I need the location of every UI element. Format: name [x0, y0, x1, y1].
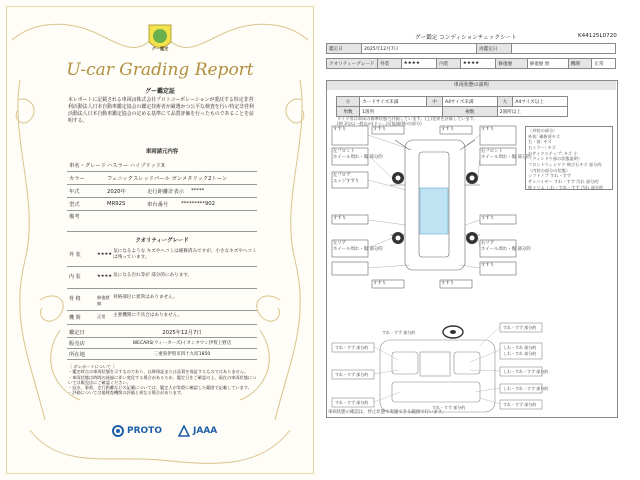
legend-note: タイヤ等は車両の標準状態で評価しています。(上)差異を評価しています。 — [337, 116, 478, 121]
interior-label: すれ・すず 部分的 — [432, 405, 466, 410]
quality-row — [67, 266, 257, 289]
notes-line: 右・前: キズ — [528, 139, 552, 145]
interior-label: すれ・すず 部分的 — [335, 400, 369, 405]
quality-desc: 骨格部位に異常はありません。 — [113, 295, 178, 300]
count-cell: 単数 — [337, 107, 360, 117]
field-value: 2020年 — [107, 188, 126, 195]
field-row — [67, 171, 257, 185]
grade-label: クオリティーグレード — [327, 59, 378, 69]
reappraisal-label: 再鑑定日 — [477, 44, 512, 54]
note-line: ・車両状態は時間の経過に伴い変化する場合があるため、鑑定日をご確認の上、現在の車両状態については販売店にご確認ください。 — [68, 374, 257, 385]
sheet-id: K44125L0720 — [578, 33, 617, 39]
grade-val: ★★★★ — [401, 59, 437, 69]
note-line: ・評価については他検査機関の評価と異なる場合があります。 — [68, 390, 185, 396]
grade-col: 修復歴 — [496, 59, 527, 69]
interior-label: しわ・すれ・すず 部分的 — [503, 369, 549, 374]
label-center-3: すずり — [373, 281, 387, 286]
steering-wheel-icon — [443, 326, 463, 338]
label-center-1: すずり — [373, 127, 387, 132]
goo-badge — [146, 22, 174, 54]
label-left-edge: エッジすずり — [333, 179, 360, 184]
label-center-4: すずり — [441, 281, 455, 286]
interior-label: しわ・すれ 部分的 — [503, 351, 537, 356]
condition-sheet — [320, 0, 640, 480]
quality-desc: 気になるような キズやヘコミは補修済みですが、小さなキズやヘコミは残っています。 — [113, 249, 257, 261]
quality-score: 修復歴 無 — [97, 295, 110, 306]
notes-title: 〈ウィンドウ部の状態説明〉 — [528, 156, 583, 162]
legend-note-2: (例 3分以一般以か(ドッ…)可能域(後の)部分) — [337, 121, 422, 126]
quality-key: 機 関 — [69, 315, 81, 321]
label-right-rear-wheel: ホイール周れ・傷 部分的 — [481, 247, 531, 252]
notes-line: 外装: 補修済キズ — [528, 133, 560, 139]
date-value: 2025年12月7日 — [362, 44, 477, 54]
field-row — [67, 158, 257, 172]
location-label: 所在地 — [69, 351, 85, 358]
label-right-front: 右フロント — [481, 149, 503, 154]
field-value2: *********902 — [181, 200, 215, 207]
grade-val: 修復歴 無 — [527, 59, 568, 69]
interior-label: しわ・すれ 部分的 — [503, 345, 537, 350]
field-row — [67, 184, 257, 198]
label-left-front: 左フロント — [333, 149, 355, 154]
label-scratch-r3: すずり — [481, 263, 495, 268]
quality-score: 正常 — [97, 314, 106, 319]
label-scratch-l2: すずり — [333, 216, 347, 221]
quality-row — [67, 288, 257, 311]
proto-logo — [112, 424, 162, 438]
size-cell: 小 — [337, 97, 360, 107]
field-value: フェニックスレッドパール ガンメタリック2トーン — [107, 175, 228, 182]
grade-col: 内装 — [437, 59, 461, 69]
field-value: ハスラー ハイブリッドX — [107, 162, 165, 169]
label-left-front-wheel: ホイール周れ・傷 部分的 — [333, 155, 383, 160]
jaaa-logo — [178, 424, 217, 438]
quality-row — [67, 244, 257, 267]
sheet-title: グー鑑定 コンディションチェックシート — [415, 35, 517, 41]
field-key: 年式 — [69, 188, 80, 195]
note-line: ・冠水、事故、走行距離などの記載については、鑑定人が実際に確認した範囲で記載しています。 — [68, 385, 252, 390]
count-cell: 1箇所 — [360, 107, 443, 117]
location-row — [67, 348, 257, 360]
notes-block — [68, 364, 258, 396]
badge-text: グー鑑定 — [151, 46, 169, 51]
quality-key: 骨 格 — [69, 296, 81, 302]
notes-head: 〈 ボレポートについて 〉 — [68, 364, 117, 369]
quality-section-title: クオリティーグレード — [135, 238, 189, 244]
field-key: 型式 — [69, 201, 80, 208]
count-cell: 2箇所以上 — [497, 107, 567, 117]
quality-row — [67, 310, 257, 325]
label-right-rear: 右リア — [481, 241, 495, 246]
appraisal-date-label: 鑑定日 — [69, 329, 85, 336]
report-title: U-car Grading Report — [66, 60, 254, 80]
location: 三重県伊賀市四十九町1850 — [153, 351, 211, 357]
label-scratch-l1: すずり — [333, 127, 347, 132]
quality-desc: 主要機関に不具合はありません。 — [113, 313, 183, 318]
grade-col: 機関 — [568, 59, 592, 69]
intro-text: 本レポートに記載される車両は株式会社プロトコーポレーションが委託する特定非営利活動法人日本自動車鑑定協会の鑑定技術者が厳選かつ公平な検査を行い特定非営利活動法人日本自動車鑑定協会の定める基準にて品質評価を行ったものであることを証明する。 — [68, 97, 254, 125]
label-left-rear-wheel: ホイール周れ・傷 部分的 — [333, 247, 383, 252]
notes-line: 右サイドステップ: キズ 小 — [528, 150, 578, 156]
car-interior-diagram — [320, 0, 640, 480]
label-center-2: すずり — [441, 127, 455, 132]
field-key2: 走行距離計表示 — [147, 188, 185, 195]
field-value: MR92S — [107, 200, 126, 207]
grade-val: 正常 — [592, 59, 616, 69]
sheet-footer: 車両状態の確認は、停止状態で実施できる範囲で行います。 — [328, 410, 447, 415]
notes-line: シフトノブ すれ・すず — [528, 173, 571, 179]
proto-logo-text: PROTO — [127, 426, 162, 436]
size-cell: 中 — [427, 97, 443, 107]
shop-name: WECARS(ウィーカーズ)イオンタウン伊賀上野店 — [132, 340, 232, 346]
notes-line: フロントウィンドウ 飛び石キズ 部分的 — [528, 162, 602, 168]
notes-line: 右ミラー: キズ — [528, 145, 556, 151]
label-scratch-r2: すずり — [481, 216, 495, 221]
proto-logo-icon — [112, 425, 124, 437]
interior-label: すれ・すず 部分的 — [335, 345, 369, 350]
grade-val: ★★★★ — [460, 59, 496, 69]
jaaa-logo-text: JAAA — [193, 426, 218, 436]
quality-score: ★★★★ — [97, 273, 113, 278]
vehicle-section-title: 車両請元内容 — [145, 149, 179, 155]
interior-label: すれ・すず 部分的 — [335, 372, 369, 377]
grade-col: 外装 — [378, 59, 402, 69]
label-scratch-r1: すずり — [481, 127, 495, 132]
date-label: 鑑定日 — [327, 44, 362, 54]
label-left-rear: 左リア — [333, 241, 347, 246]
notes-line: サンバイザー すれ・すず 汚れ 部分的 — [528, 179, 599, 185]
field-value2: ***** — [191, 187, 205, 194]
interior-label: すれ・すず 部分的 — [503, 402, 537, 407]
field-key: 備考 — [69, 214, 80, 220]
field-key: 車名・グレード — [69, 162, 107, 169]
quality-score: ★★★★ — [97, 251, 113, 256]
quality-key: 外 装 — [69, 252, 81, 258]
cert-title: グー鑑定証 — [144, 88, 175, 95]
jaaa-logo-icon — [178, 425, 190, 437]
field-row-notes — [67, 210, 257, 232]
label-right-front-wheel: ホイール周れ・傷 部分的 — [481, 155, 531, 160]
quality-desc: 気になる汚れ等が 部分的にあります。 — [113, 273, 193, 278]
notes-title: 〈外装の部分〉 — [528, 128, 558, 133]
size-cell: 大 — [497, 97, 513, 107]
desc-title: 車両状態の説明 — [327, 81, 617, 90]
interior-label: すれ・すず 部分的 — [382, 330, 416, 335]
notes-title: 〈内装の部分の状態〉 — [528, 167, 570, 173]
field-key: カラー — [69, 175, 85, 182]
size-cell: カードサイズ未満 — [360, 97, 427, 107]
shop-label: 販売店 — [69, 340, 85, 347]
appraisal-date: 2025年12月7日 — [162, 329, 202, 336]
count-cell: 複数 — [442, 107, 497, 117]
size-cell: A4サイズ以上 — [513, 97, 568, 107]
interior-label: しわ・すれ・すず 部分的 — [503, 386, 549, 391]
field-row — [67, 197, 257, 211]
interior-label: すれ・すず 部分的 — [503, 325, 537, 330]
size-cell: A4サイズ未満 — [442, 97, 497, 107]
notes-line: 枠トリム しわ・すれ・すず 汚れ 部分的 — [528, 184, 604, 190]
quality-key: 内 装 — [69, 274, 81, 280]
label-left-floor: 左フロア — [333, 173, 351, 178]
note-line: ・鑑定時点の車両状態を示すものであり、以降保証または品質を保証するものではありません。 — [68, 369, 249, 375]
field-key2: 車台番号 — [147, 201, 169, 208]
